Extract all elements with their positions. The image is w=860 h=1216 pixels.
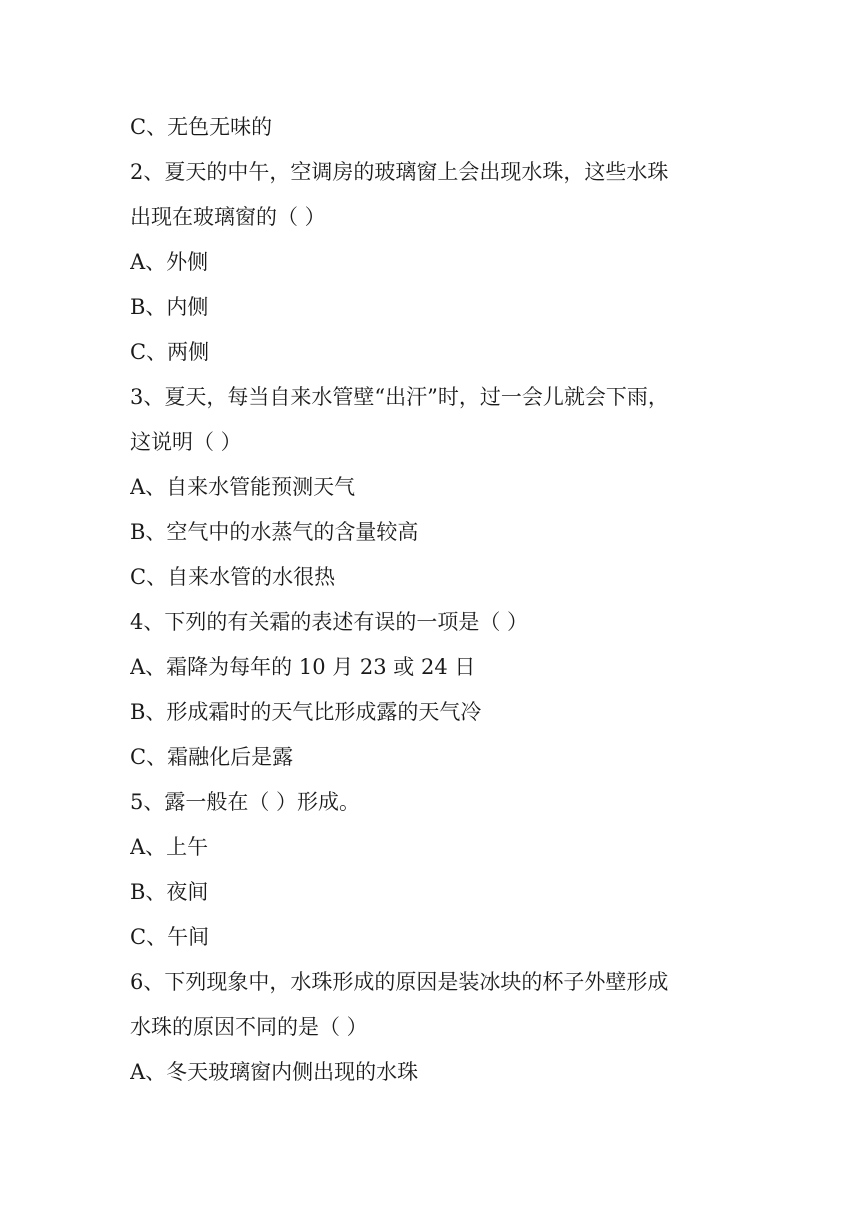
option-q5-b: B、夜间 [130,880,209,904]
question-3-line-2: 这说明（ ） [130,430,242,454]
question-3-line-1: 3、夏天，每当自来水管壁“出汗”时，过一会儿就会下雨， [130,385,669,409]
option-q3-b: B、空气中的水蒸气的含量较高 [130,520,419,544]
option-q4-b: B、形成霜时的天气比形成露的天气冷 [130,700,482,724]
option-q2-a: A、外侧 [130,250,209,274]
option-q4-a: A、霜降为每年的 10 月 23 或 24 日 [130,655,476,679]
question-2-line-2: 出现在玻璃窗的（ ） [130,205,326,229]
option-q4-c: C、霜融化后是露 [130,745,294,769]
question-6-line-2: 水珠的原因不同的是（ ） [130,1015,368,1039]
option-q3-c: C、自来水管的水很热 [130,565,336,589]
option-q5-a: A、上午 [130,835,209,859]
document-body [130,110,740,1100]
option-q6-a: A、冬天玻璃窗内侧出现的水珠 [130,1060,419,1084]
question-6-line-1: 6、下列现象中，水珠形成的原因是装冰块的杯子外壁形成 [130,970,669,994]
option-q2-c: C、两侧 [130,340,210,364]
question-5: 5、露一般在（ ）形成。 [130,790,361,814]
option-q3-a: A、自来水管能预测天气 [130,475,356,499]
option-q5-c: C、午间 [130,925,210,949]
question-4: 4、下列的有关霜的表述有误的一项是（ ） [130,610,529,634]
question-2-line-1: 2、夏天的中午，空调房的玻璃窗上会出现水珠，这些水珠 [130,160,669,184]
option-q2-b: B、内侧 [130,295,209,319]
option-q1-c: C、无色无味的 [130,115,273,139]
